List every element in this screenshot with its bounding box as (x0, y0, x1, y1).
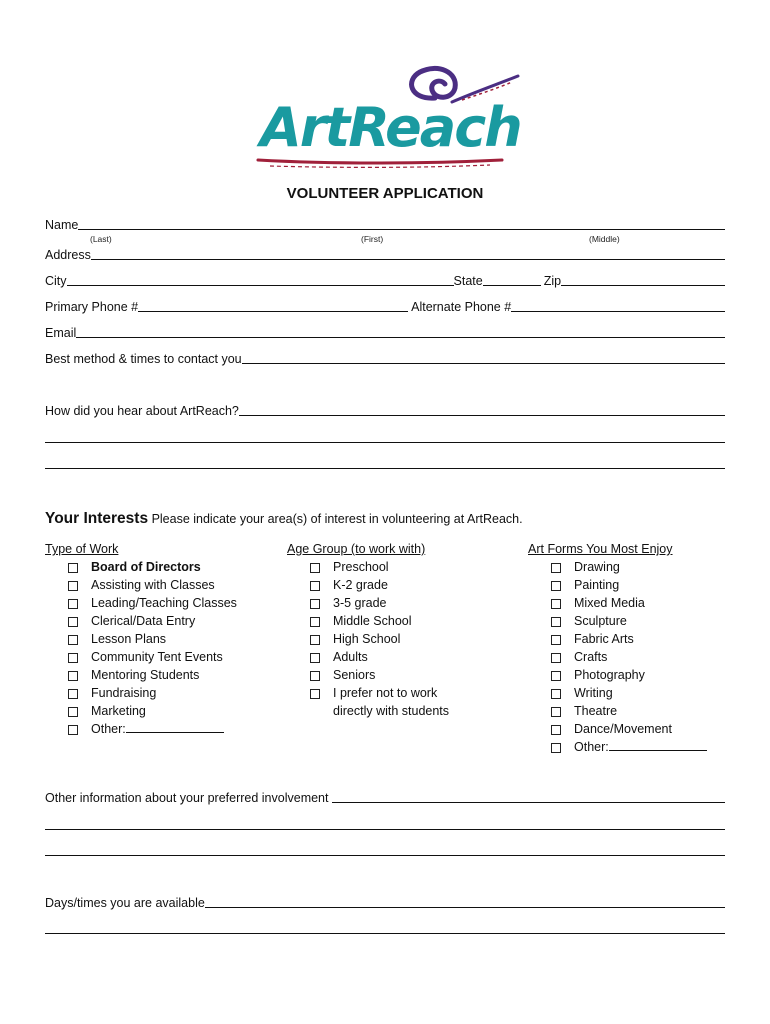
best-contact-label: Best method & times to contact you (45, 352, 242, 366)
checkbox-icon[interactable] (551, 725, 561, 735)
name-middle-sublabel: (Middle) (589, 234, 620, 244)
checkbox-item[interactable]: Painting (528, 576, 748, 594)
alternate-phone-label: Alternate Phone # (411, 300, 512, 314)
interests-instructions: Please indicate your area(s) of interest in volunteering at ArtReach. (151, 512, 523, 526)
checkbox-icon[interactable] (310, 671, 320, 681)
checkbox-icon[interactable] (68, 617, 78, 627)
checkbox-item[interactable]: Marketing (45, 702, 275, 720)
checkbox-item[interactable]: Community Tent Events (45, 648, 275, 666)
other-info-extra-line-1[interactable] (45, 829, 725, 830)
age-group-header: Age Group (to work with) (287, 542, 426, 556)
email-row (45, 325, 725, 341)
other-info-row (45, 790, 725, 806)
checkbox-item[interactable]: Seniors (287, 666, 507, 684)
form-title: VOLUNTEER APPLICATION (286, 185, 484, 202)
checkbox-icon[interactable] (68, 635, 78, 645)
checkbox-icon[interactable] (68, 581, 78, 591)
email-label: Email (45, 326, 77, 340)
artreach-logo (240, 60, 530, 175)
checkbox-icon[interactable] (551, 671, 561, 681)
checkbox-icon[interactable] (551, 635, 561, 645)
city-label: City (45, 274, 67, 288)
days-extra-line[interactable] (45, 933, 725, 934)
checkbox-item[interactable]: Photography (528, 666, 748, 684)
type-of-work-header: Type of Work (45, 542, 119, 556)
art-forms-column (528, 540, 748, 756)
other-info-label: Other information about your preferred involvement (45, 791, 329, 805)
phone-row (45, 299, 725, 315)
checkbox-item[interactable]: Fundraising (45, 684, 275, 702)
checkbox-item[interactable]: Preschool (287, 558, 507, 576)
hear-extra-line-2[interactable] (45, 468, 725, 469)
checkbox-icon[interactable] (68, 653, 78, 663)
checkbox-item[interactable]: Drawing (528, 558, 748, 576)
interests-heading-row (45, 509, 523, 529)
name-row (45, 217, 725, 233)
logo-wordmark: ArtReach (260, 96, 521, 159)
checkbox-item[interactable]: K-2 grade (287, 576, 507, 594)
city-state-zip-row (45, 273, 725, 289)
name-field[interactable] (78, 229, 725, 230)
zip-field[interactable] (561, 285, 725, 286)
name-first-sublabel: (First) (361, 234, 384, 244)
checkbox-item-other[interactable]: Other: (45, 720, 275, 738)
checkbox-item[interactable]: Sculpture (528, 612, 748, 630)
checkbox-item[interactable]: Crafts (528, 648, 748, 666)
days-label: Days/times you are available (45, 896, 205, 910)
checkbox-icon[interactable] (310, 563, 320, 573)
checkbox-item[interactable]: Fabric Arts (528, 630, 748, 648)
checkbox-icon[interactable] (551, 689, 561, 699)
checkbox-icon[interactable] (310, 581, 320, 591)
checkbox-icon[interactable] (310, 617, 320, 627)
hear-extra-line-1[interactable] (45, 442, 725, 443)
checkbox-item-other[interactable]: Other: (528, 738, 748, 756)
checkbox-icon[interactable] (551, 563, 561, 573)
name-last-sublabel: (Last) (90, 234, 112, 244)
checkbox-item[interactable]: Adults (287, 648, 507, 666)
checkbox-item[interactable]: Board of Directors (45, 558, 275, 576)
address-label: Address (45, 248, 91, 262)
checkbox-icon[interactable] (551, 743, 561, 753)
checkbox-icon[interactable] (310, 689, 320, 699)
checkbox-icon[interactable] (551, 581, 561, 591)
checkbox-item[interactable]: Writing (528, 684, 748, 702)
checkbox-item[interactable]: Mentoring Students (45, 666, 275, 684)
state-field[interactable] (483, 285, 541, 286)
checkbox-item[interactable]: Leading/Teaching Classes (45, 594, 275, 612)
days-field[interactable] (205, 907, 725, 908)
days-row (45, 895, 725, 911)
best-contact-row (45, 351, 725, 367)
checkbox-item[interactable]: I prefer not to work directly with students (287, 684, 507, 720)
other-art-form-field[interactable] (609, 738, 707, 751)
checkbox-item[interactable]: Dance/Movement (528, 720, 748, 738)
checkbox-icon[interactable] (68, 689, 78, 699)
checkbox-icon[interactable] (310, 599, 320, 609)
address-field[interactable] (91, 259, 725, 260)
zip-label: Zip (543, 274, 562, 288)
email-field[interactable] (76, 337, 725, 338)
checkbox-icon[interactable] (310, 653, 320, 663)
name-label: Name (45, 218, 79, 232)
other-info-field[interactable] (332, 802, 725, 803)
checkbox-icon[interactable] (310, 635, 320, 645)
checkbox-icon[interactable] (551, 653, 561, 663)
checkbox-item[interactable]: Middle School (287, 612, 507, 630)
state-label: State (453, 274, 483, 288)
checkbox-item[interactable]: Lesson Plans (45, 630, 275, 648)
checkbox-icon[interactable] (68, 671, 78, 681)
other-work-field[interactable] (126, 720, 224, 733)
checkbox-item[interactable]: Mixed Media (528, 594, 748, 612)
city-field[interactable] (67, 285, 454, 286)
age-group-column (287, 540, 507, 720)
checkbox-icon[interactable] (68, 707, 78, 717)
checkbox-icon[interactable] (551, 617, 561, 627)
checkbox-icon[interactable] (551, 707, 561, 717)
address-row (45, 247, 725, 263)
checkbox-icon[interactable] (68, 599, 78, 609)
type-of-work-column (45, 540, 275, 738)
hear-row (45, 403, 725, 419)
hear-label: How did you hear about ArtReach? (45, 404, 239, 418)
hear-field[interactable] (239, 415, 725, 416)
art-forms-header: Art Forms You Most Enjoy (528, 542, 673, 556)
other-info-extra-line-2[interactable] (45, 855, 725, 856)
primary-phone-label: Primary Phone # (45, 300, 139, 314)
checkbox-icon[interactable] (68, 725, 78, 735)
alternate-phone-field[interactable] (511, 311, 725, 312)
checkbox-item[interactable]: 3-5 grade (287, 594, 507, 612)
checkbox-item[interactable]: High School (287, 630, 507, 648)
checkbox-item[interactable]: Assisting with Classes (45, 576, 275, 594)
interests-heading: Your Interests (45, 510, 149, 527)
checkbox-item[interactable]: Theatre (528, 702, 748, 720)
checkbox-icon[interactable] (68, 563, 78, 573)
primary-phone-field[interactable] (138, 311, 408, 312)
checkbox-icon[interactable] (551, 599, 561, 609)
checkbox-item[interactable]: Clerical/Data Entry (45, 612, 275, 630)
best-contact-field[interactable] (242, 363, 725, 364)
